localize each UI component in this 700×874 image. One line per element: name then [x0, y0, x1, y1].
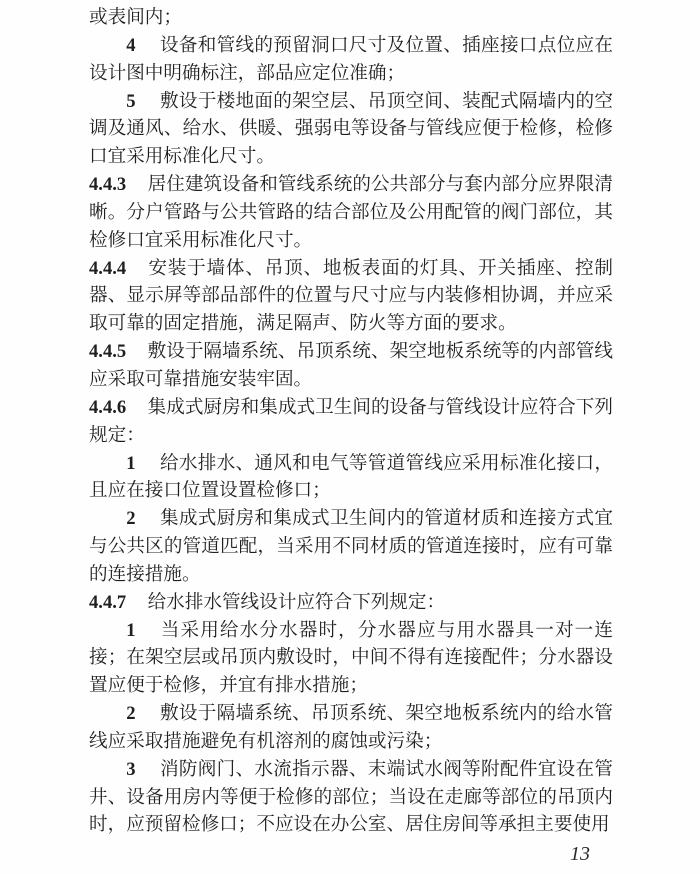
list-item-paragraph [89, 756, 613, 840]
clause-number: 4.4.5 [89, 341, 127, 363]
paragraph-text: 安装于墙体、吊顶、地板表面的灯具、开关插座、控制器、显示屏等部品部件的位置与尺寸应与内装修相协调，并应采取可靠的固定措施，满足隔声、防火等方面的要求。 [89, 257, 613, 335]
item-number: 5 [126, 90, 136, 112]
list-item-paragraph [89, 450, 613, 506]
paragraph-text: 消防阀门、水流指示器、末端试水阀等附配件宜设在管井、设备用房内等便于检修的部位；当设在走廊等部位的吊顶内时，应预留检修口；不应设在办公室、居住房间等承担主要使用 [89, 758, 613, 836]
paragraph-text: 敷设于隔墙系统、吊顶系统、架空地板系统内的给水管线应采取措施避免有机溶剂的腐蚀或污染； [89, 703, 613, 752]
clause-number: 4.4.6 [89, 396, 127, 418]
clause-paragraph [89, 394, 613, 450]
clause-number: 4.4.7 [89, 591, 127, 613]
body-text [89, 4, 613, 839]
paragraph-text: 集成式厨房和集成式卫生间的设备与管线设计应符合下列规定： [89, 396, 613, 446]
list-item-paragraph [89, 505, 613, 589]
item-number: 1 [126, 619, 136, 641]
paragraph-text: 当采用给水分水器时，分水器应与用水器具一对一连接；在架空层或吊顶内敷设时，中间不得有连接配件；分水器设置应便于检修，并宜有排水措施； [89, 619, 613, 697]
item-number: 2 [126, 508, 136, 530]
list-item-paragraph [89, 32, 613, 88]
paragraph-text: 给水排水管线设计应符合下列规定： [147, 591, 446, 613]
paragraph-text: 敷设于楼地面的架空层、吊顶空间、装配式隔墙内的空调及通风、给水、供暖、强弱电等设备与管线应便于检修，检修口宜采用标准化尺寸。 [89, 90, 613, 168]
clause-number: 4.4.4 [89, 257, 127, 279]
item-number: 3 [126, 758, 136, 780]
item-number: 4 [126, 34, 136, 56]
list-item-paragraph [89, 700, 613, 756]
paragraph-text: 敷设于隔墙系统、吊顶系统、架空地板系统等的内部管线应采取可靠措施安装牢固。 [89, 341, 613, 390]
paragraph-text: 给水排水、通风和电气等管道管线应采用标准化接口，且应在接口位置设置检修口； [89, 452, 613, 502]
page-number: 13 [570, 843, 590, 865]
list-item-paragraph [89, 617, 613, 701]
item-number: 1 [126, 452, 136, 474]
item-number: 2 [126, 703, 136, 725]
paragraph-text: 集成式厨房和集成式卫生间内的管道材质和连接方式宜与公共区的管道匹配，当采用不同材质的管道连接时，应有可靠的连接措施。 [89, 508, 613, 585]
paragraph-text: 居住建筑设备和管线系统的公共部分与套内部分应界限清晰。分户管路与公共管路的结合部位及公用配管的阀门部位，其检修口宜采用标准化尺寸。 [89, 174, 613, 251]
paragraph-text: 设备和管线的预留洞口尺寸及位置、插座接口点位应在设计图中明确标注，部品应定位准确； [89, 34, 613, 84]
list-item-paragraph [89, 88, 613, 172]
paragraph-text: 或表间内； [89, 7, 182, 28]
clause-paragraph [89, 255, 613, 339]
clause-paragraph [89, 589, 613, 617]
clause-number: 4.4.3 [89, 174, 127, 196]
clause-paragraph [89, 338, 613, 394]
clause-paragraph [89, 171, 613, 255]
continuation-paragraph [89, 4, 613, 32]
